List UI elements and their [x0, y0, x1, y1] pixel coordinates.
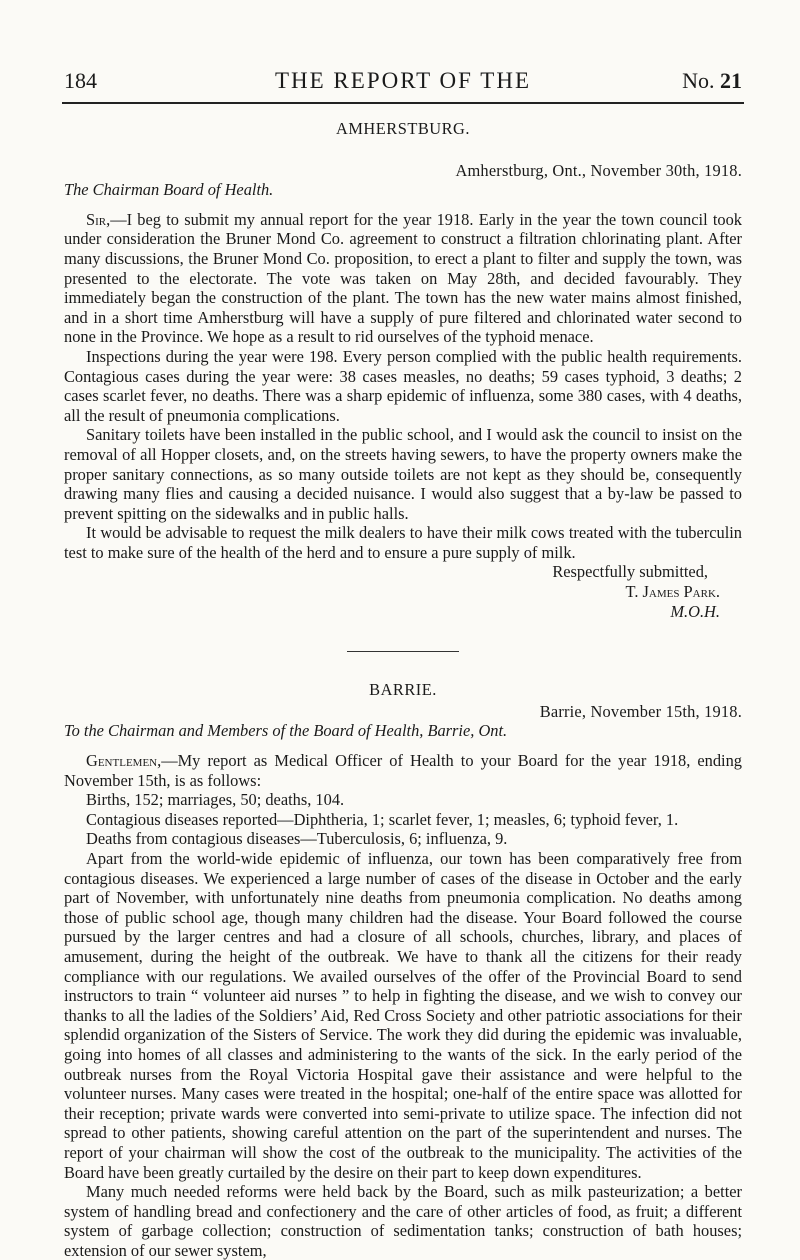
amherstburg-signatory: T. James Park. [625, 582, 720, 602]
running-title: THE REPORT OF THE [274, 68, 532, 93]
amherstburg-salutation: Sir, [86, 209, 111, 229]
barrie-dateline: Barrie, November 15th, 1918. [539, 701, 742, 721]
amherstburg-addressee: The Chairman Board of Health. [64, 180, 274, 200]
amherstburg-closing: Respectfully submitted, [552, 562, 708, 582]
amherstburg-signatory-title: M.O.H. [670, 601, 720, 621]
barrie-paragraph-3: Contagious diseases reported—Diphtheria, 1; scarlet fever, 1; measles, 6; typhoid fever, 1. [86, 809, 679, 829]
amherstburg-paragraph-1 [64, 210, 742, 347]
amherstburg-paragraph-4: It would be advisable to request the milk dealers to have their milk cows treated with the tuberculin test to make sure of the health of the herd and to ensure a pure supply of milk. [64, 523, 742, 562]
page-number: 184 [64, 68, 97, 93]
barrie-heading: BARRIE. [369, 680, 437, 700]
amherstburg-dateline: Amherstburg, Ont., November 30th, 1918. [455, 160, 742, 180]
barrie-paragraph-4: Deaths from contagious diseases—Tuberculosis, 6; influenza, 9. [86, 829, 508, 849]
amherstburg-heading: AMHERSTBURG. [336, 119, 470, 138]
barrie-paragraph-2: Births, 152; marriages, 50; deaths, 104. [86, 790, 345, 810]
barrie-paragraph-1 [64, 751, 742, 790]
report-number-label: No. [682, 68, 715, 93]
amherstburg-paragraph-2: Inspections during the year were 198. Every person complied with the public health requirements. Contagious cases during the year were: 38 cases measles, no deaths; 59 cases typhoid, 3 deaths; 2 cases scarlet fever, no deaths. There was a sharp epidemic of influenza, some 380 cases, with 4 deaths, all the result of pneumonia complications. [64, 346, 742, 425]
report-body [64, 119, 742, 1260]
report-number-value: 21 [720, 68, 742, 93]
amherstburg-paragraph-1-text: —I beg to submit my annual report for the year 1918. Early in the year the town council took under consideration the Bruner Mond Co. agreement to construct a filtration chlorinating plant. After many discussions, the Bruner Mond Co. proposition, to erect a plant to filter and supply the town, was presented to the electorate. The vote was taken on May 28th, and decided favourably. They immediately began the construction of the plant. The town has the new water mains almost finished, and in a short time Amherstburg will have a supply of pure filtered and chlorinated water second to none in the Province. We hope as a result to rid ourselves of the typhoid menace. [64, 209, 742, 347]
barrie-paragraph-5: Apart from the world-wide epidemic of influenza, our town has been comparatively free from contagious diseases. We experienced a large number of cases of the disease in October and the early part of November, with unfortunately nine deaths from pneumonia complication. No deaths among those of public school age, though many children had the disease. Your Board followed the course pursued by the larger centres and had a closure of all schools, churches, library, and places of amusement, during the height of the outbreak. We have to thank all the citizens for their ready compliance with our regulations. We availed ourselves of the offer of the Provincial Board to send instructors to train “ volunteer aid nurses ” to help in fighting the disease, and we wish to convey our thanks to all the ladies of the Soldiers’ Aid, Red Cross Society and other patriotic associations for their splendid organization of the Sisters of Service. The work they did during the epidemic was invaluable, going into homes of all classes and administering to the wants of the sick. In the early period of the outbreak nurses from the Royal Victoria Hospital gave their assistance and were helpful to the volunteer nurses. Many cases were treated in the hospital; one-half of the entire space was allotted for their reception; private wards were converted into semi-private to utilize space. The infection did not spread to other patients, showing careful attention on the part of the superintendent and nurses. The report of your chairman will show the cost of the outbreak to the municipality. The activities of the Board have been greatly curtailed by the desire on their part to keep down expenditures. [64, 849, 742, 1182]
barrie-addressee: To the Chairman and Members of the Board of Health, Barrie, Ont. [64, 721, 508, 741]
page-header [64, 68, 742, 104]
barrie-salutation: Gentlemen, [86, 751, 162, 771]
header-rule [62, 102, 744, 104]
amherstburg-paragraph-3: Sanitary toilets have been installed in the public school, and I would ask the council to insist on the removal of all Hopper closets, and, on the streets having sewers, to have the property owners make the proper sanitary connections, as so many outside toilets are not kept as they should be, consequently drawing many flies and causing a decided nuisance. I would also suggest that a by-law be passed to prevent spitting on the sidewalks and in public halls. [64, 425, 742, 523]
barrie-paragraph-1-text: —My report as Medical Officer of Health to your Board for the year 1918, ending November 15th, is as follows: [64, 751, 742, 790]
section-divider [347, 651, 459, 652]
barrie-paragraph-6: Many much needed reforms were held back by the Board, such as milk pasteurization; a better system of handling bread and confectionery and the care of other articles of food, as fruit; a different system of garbage collection; construction of sedimentation tanks; construction of bath houses; extension of our sewer system, [64, 1182, 742, 1260]
report-number [682, 68, 742, 94]
